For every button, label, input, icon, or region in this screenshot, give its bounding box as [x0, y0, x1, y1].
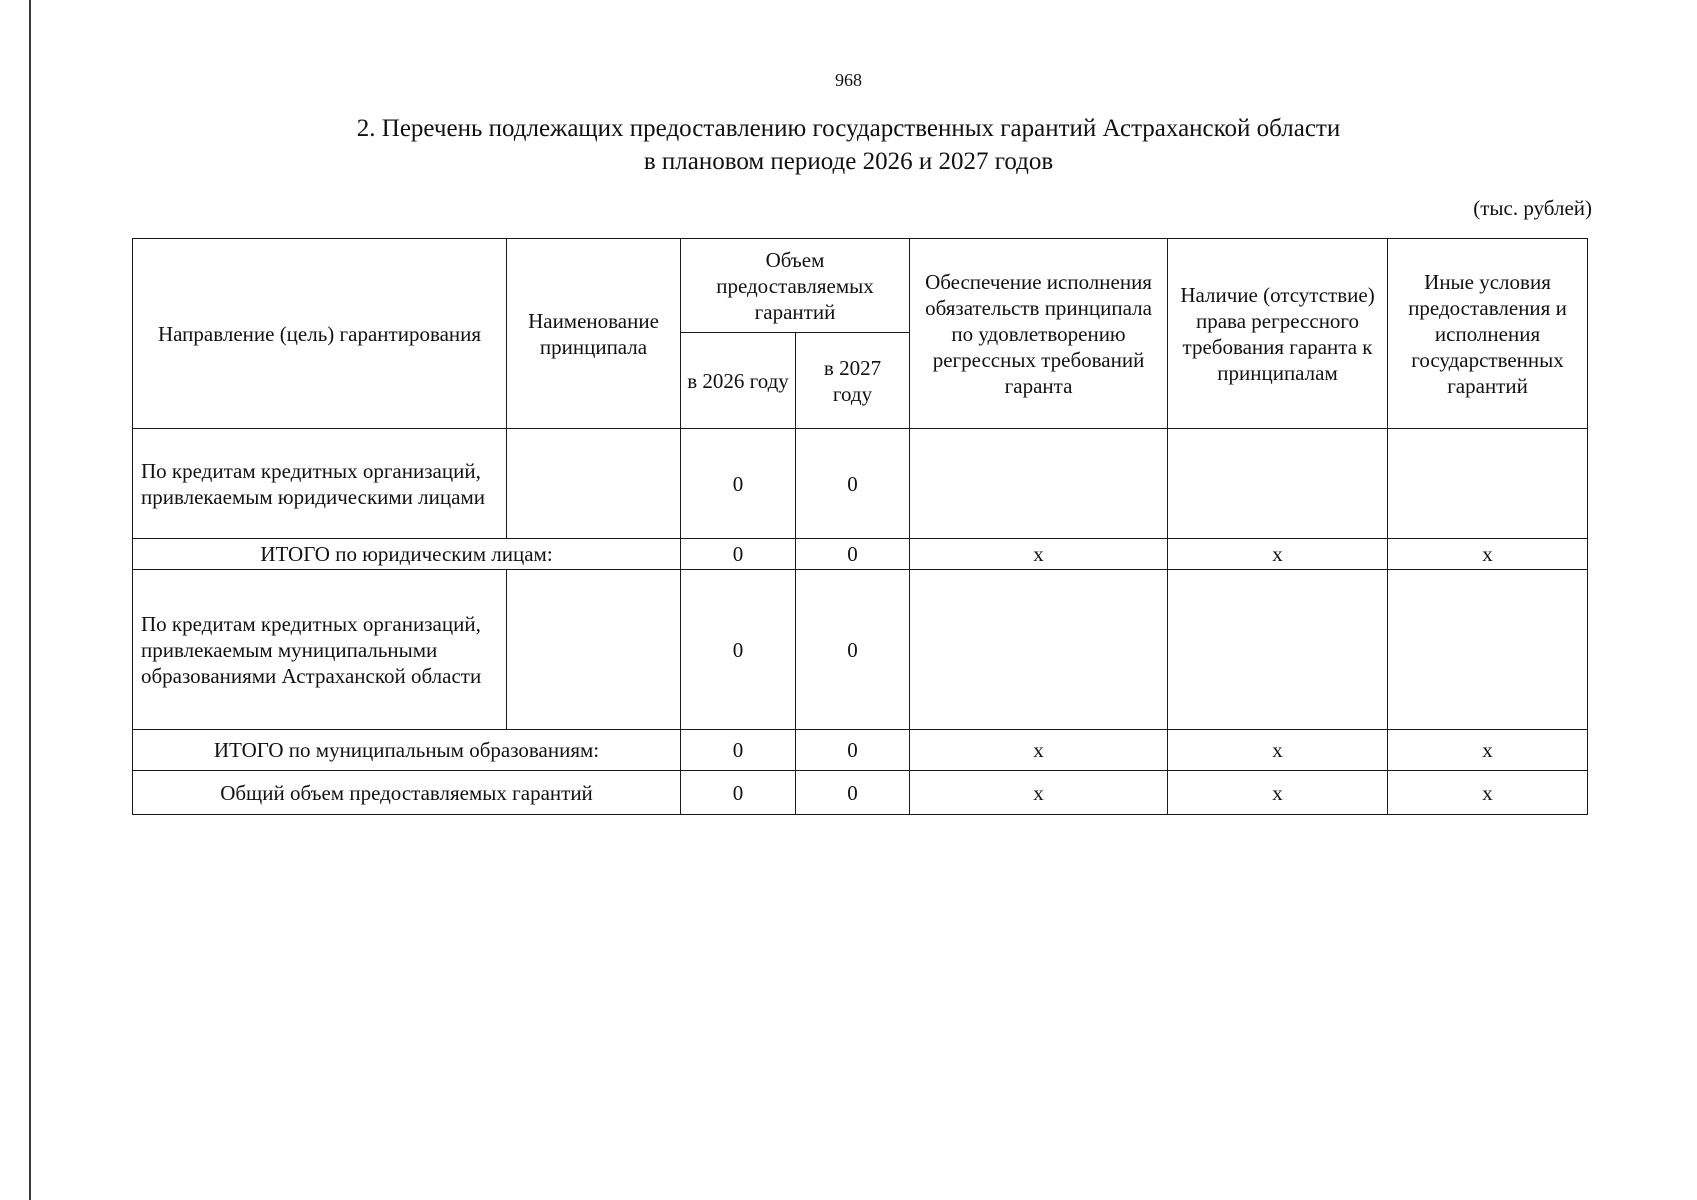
- page-number: 968: [835, 70, 862, 90]
- units-label: (тыс. рублей): [1473, 196, 1592, 220]
- cell-total-label: Общий объем предоставляемых гарантий: [133, 771, 681, 815]
- cell-security: [910, 429, 1168, 539]
- cell-recourse: x: [1168, 539, 1388, 570]
- table-row: [133, 570, 1588, 730]
- cell-recourse: x: [1168, 771, 1388, 815]
- table-row-total-legal-entities: [133, 539, 1588, 570]
- cell-2026: 0: [681, 730, 796, 771]
- title-line-1: 2. Перечень подлежащих предоставлению государственных гарантий Астраханской области: [356, 115, 1341, 142]
- cell-security: x: [910, 730, 1168, 771]
- cell-security: x: [910, 771, 1168, 815]
- header-year-2027: в 2027 году: [796, 333, 910, 429]
- header-principal: Наименование принципала: [507, 239, 681, 429]
- cell-direction: По кредитам кредитных организаций, привлекаемым муниципальными образованиями Астраханской области: [133, 570, 507, 730]
- cell-2026: 0: [681, 570, 796, 730]
- table-header: [133, 239, 1588, 429]
- document-title: [0, 112, 1697, 178]
- cell-recourse: [1168, 429, 1388, 539]
- header-security: Обеспечение исполнения обязательств принципала по удовлетворению регрессных требований гаранта: [910, 239, 1168, 429]
- cell-other: [1388, 570, 1588, 730]
- table-row-total-municipal: [133, 730, 1588, 771]
- cell-2027: 0: [796, 771, 910, 815]
- cell-2027: 0: [796, 429, 910, 539]
- guarantees-table: [132, 238, 1588, 815]
- cell-total-label: ИТОГО по юридическим лицам:: [133, 539, 681, 570]
- header-year-2026: в 2026 году: [681, 333, 796, 429]
- cell-2027: 0: [796, 730, 910, 771]
- title-line-2: в плановом периоде 2026 и 2027 годов: [643, 148, 1054, 175]
- header-volume: Объем предоставляемых гарантий: [681, 239, 910, 333]
- header-direction: Направление (цель) гарантирования: [133, 239, 507, 429]
- binding-edge-line: [29, 0, 31, 1200]
- cell-2027: 0: [796, 539, 910, 570]
- cell-2026: 0: [681, 539, 796, 570]
- cell-other: x: [1388, 539, 1588, 570]
- cell-other: x: [1388, 771, 1588, 815]
- header-recourse: Наличие (отсутствие) права регрессного требования гаранта к принципалам: [1168, 239, 1388, 429]
- cell-other: x: [1388, 730, 1588, 771]
- cell-security: [910, 570, 1168, 730]
- cell-principal: [507, 429, 681, 539]
- cell-recourse: x: [1168, 730, 1388, 771]
- cell-recourse: [1168, 570, 1388, 730]
- cell-direction: По кредитам кредитных организаций, привлекаемым юридическими лицами: [133, 429, 507, 539]
- cell-security: x: [910, 539, 1168, 570]
- cell-total-label: ИТОГО по муниципальным образованиям:: [133, 730, 681, 771]
- cell-principal: [507, 570, 681, 730]
- cell-2027: 0: [796, 570, 910, 730]
- table-row-grand-total: [133, 771, 1588, 815]
- cell-2026: 0: [681, 771, 796, 815]
- table-row: [133, 429, 1588, 539]
- cell-2026: 0: [681, 429, 796, 539]
- cell-other: [1388, 429, 1588, 539]
- header-other-conditions: Иные условия предоставления и исполнения государственных гарантий: [1388, 239, 1588, 429]
